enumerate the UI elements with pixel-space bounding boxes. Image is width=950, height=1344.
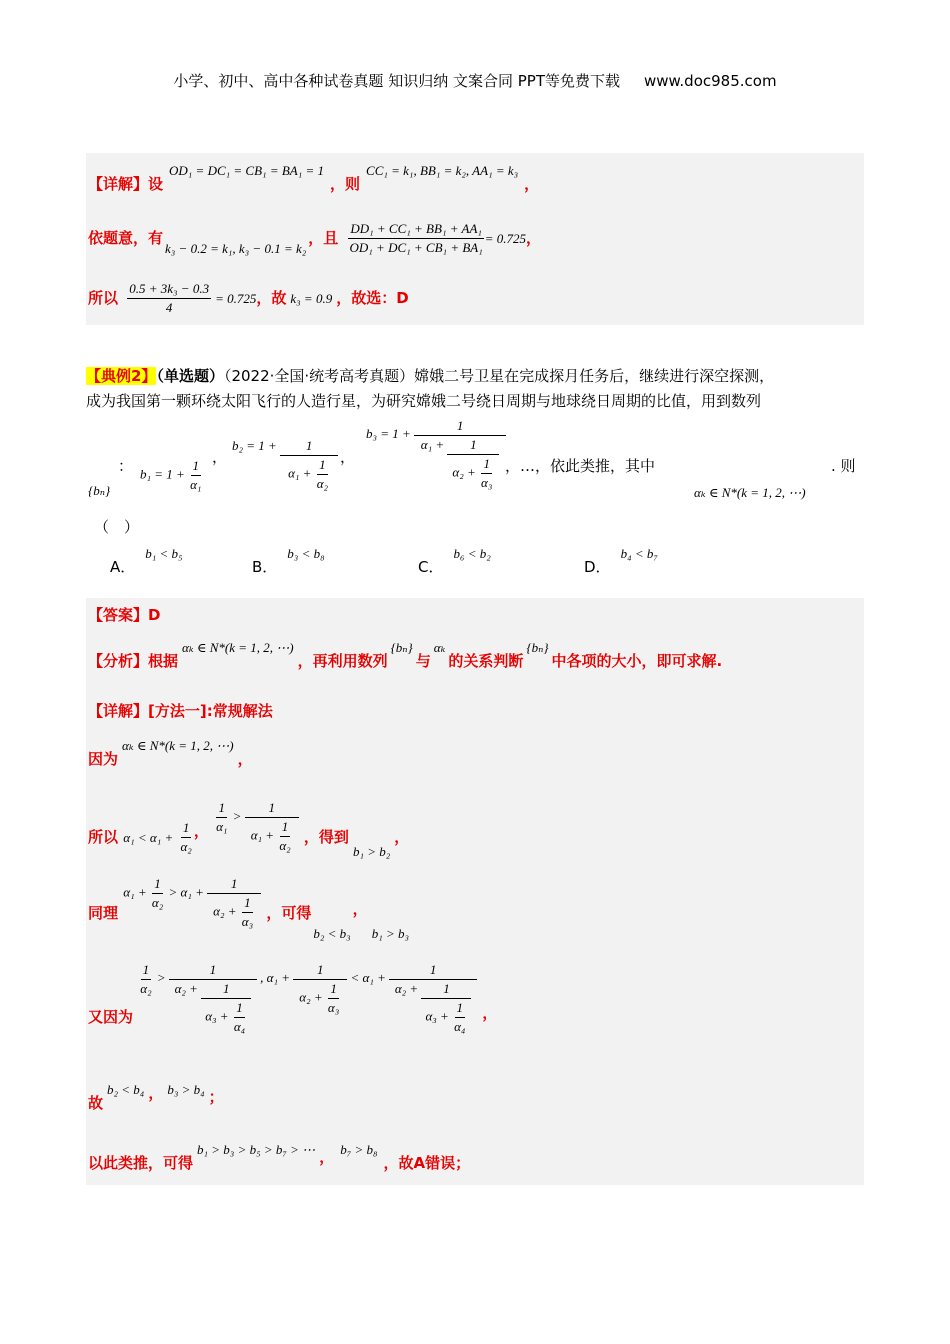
detail-line-3: 所以 $\frac{\text{0.5 + 3k₃ − 0.3}}{4}$ = 0.725，故 k₃ = 0.9 ，故选：D — [88, 281, 409, 315]
step-2: 所以 α₁ < α₁ + $\frac{1}{\text{α₂}}$ ， $\frac{1}{\text{α₁}}$ > 1 α₁ + $\frac{1}{\text{α₂}}$ ，得到b₁ > b₂， — [88, 799, 410, 859]
step-4: 又因为 $\frac{1}{\text{α₂}}$ > 1 α₂ + 1 α₃ + $\frac{1}{\text{α₄}}$ , α₁ + 1 α₂ + $\frac{1}{\text{α₃}}$ < α₁ + 1 α₂ + 1 α₃ + $\frac{1}{\text{α₄}}$ ， — [88, 962, 498, 1034]
option-a[interactable]: A．b₁ < b₅ — [110, 546, 183, 576]
method-line: 【详解】[方法一]:常规解法 — [88, 702, 273, 720]
example-tail: ，…，依此类推，其中 — [505, 457, 656, 475]
ratio-fraction: $\frac{\text{DD₁ + CC₁ + BB₁ + AA₁}}{\text{OD₁ + DC₁ + CB₁ + BA₁}}$ — [349, 221, 483, 255]
b2-expr: b₂ = 1 + 1 α₁ + $\frac{1}{\text{α₂}}$ — [232, 438, 338, 492]
step-6: 以此类推，可得b₁ > b₃ > b₅ > b₇ > ⋯ ， b₇ > b₈，故A错误； — [88, 1142, 471, 1172]
step-1: 因为αₖ ∈ N*(k = 1, 2, ⋯)， — [88, 738, 253, 768]
page-header — [0, 70, 950, 91]
b3-expr: b₃ = 1 + 1 α₁ + 1 α₂ + $\frac{1}{\text{α₃}}$ — [366, 418, 506, 491]
answer-line: 【答案】D — [88, 606, 161, 624]
example-line-2: 成为我国第一颗环绕太阳飞行的人造行星，为研究嫦娥二号绕日周期与地球绕日周期的比值，用到数列 — [86, 392, 762, 410]
step-3: 同理 α₁ + $\frac{1}{\text{α₂}}$ > α₁ + 1 α₂ + $\frac{1}{\text{α₃}}$ ，可得b₂ < b₃，b₁ > b₃ — [88, 876, 409, 941]
answer-paren: （ ） — [94, 518, 140, 536]
detail-line-2: 依题意，有k₃ − 0.2 = k₁, k₃ − 0.1 = k₂，且 $\frac{\text{DD₁ + CC₁ + BB₁ + AA₁}}{\text{OD₁ + DC₁ + CB₁ + BA₁}}$ = 0.725， — [88, 221, 542, 256]
example-line-1: 【典例2】（单选题）（2022·全国·统考高考真题）嫦娥二号卫星在完成探月任务后，继续进行深空探测， — [86, 367, 775, 385]
header-url[interactable]: www.doc985.com — [643, 72, 777, 90]
solution-box-2 — [86, 598, 864, 1185]
detail-line-1: 【详解】设OD₁ = DC₁ = CB₁ = BA₁ = 1，则CC₁ = k₁, BB₁ = k₂, AA₁ = k₃， — [88, 163, 540, 193]
colon: ： — [118, 457, 134, 475]
step-5: 故b₂ < b₄ ， b₃ > b₄ ； — [88, 1082, 224, 1112]
option-b[interactable]: B．b₃ < b₈ — [252, 546, 325, 576]
b1-expr: b₁ = 1 + $\frac{1}{\text{α₁}}$ — [140, 458, 202, 492]
k3-fraction: $\frac{\text{0.5 + 3k₃ − 0.3}}{4}$ — [129, 281, 210, 315]
analysis-line: 【分析】根据αₖ ∈ N*(k = 1, 2, ⋯)，再利用数列{bₙ}与αₖ的关系判断{bₙ}中各项的大小，即可求解. — [88, 640, 723, 670]
option-d[interactable]: D．b₄ < b₇ — [584, 546, 658, 576]
header-text: 小学、初中、高中各种试卷真题 知识归纳 文案合同 PPT等免费下载 — [173, 72, 620, 90]
example-tag: 【典例2】 — [86, 367, 157, 385]
solution-box-1 — [86, 153, 864, 325]
seq-bn: {bₙ} — [88, 483, 111, 498]
option-c[interactable]: C．b₆ < b₂ — [418, 546, 491, 576]
alpha-condition: αₖ ∈ N*(k = 1, 2, ⋯) — [694, 485, 806, 500]
